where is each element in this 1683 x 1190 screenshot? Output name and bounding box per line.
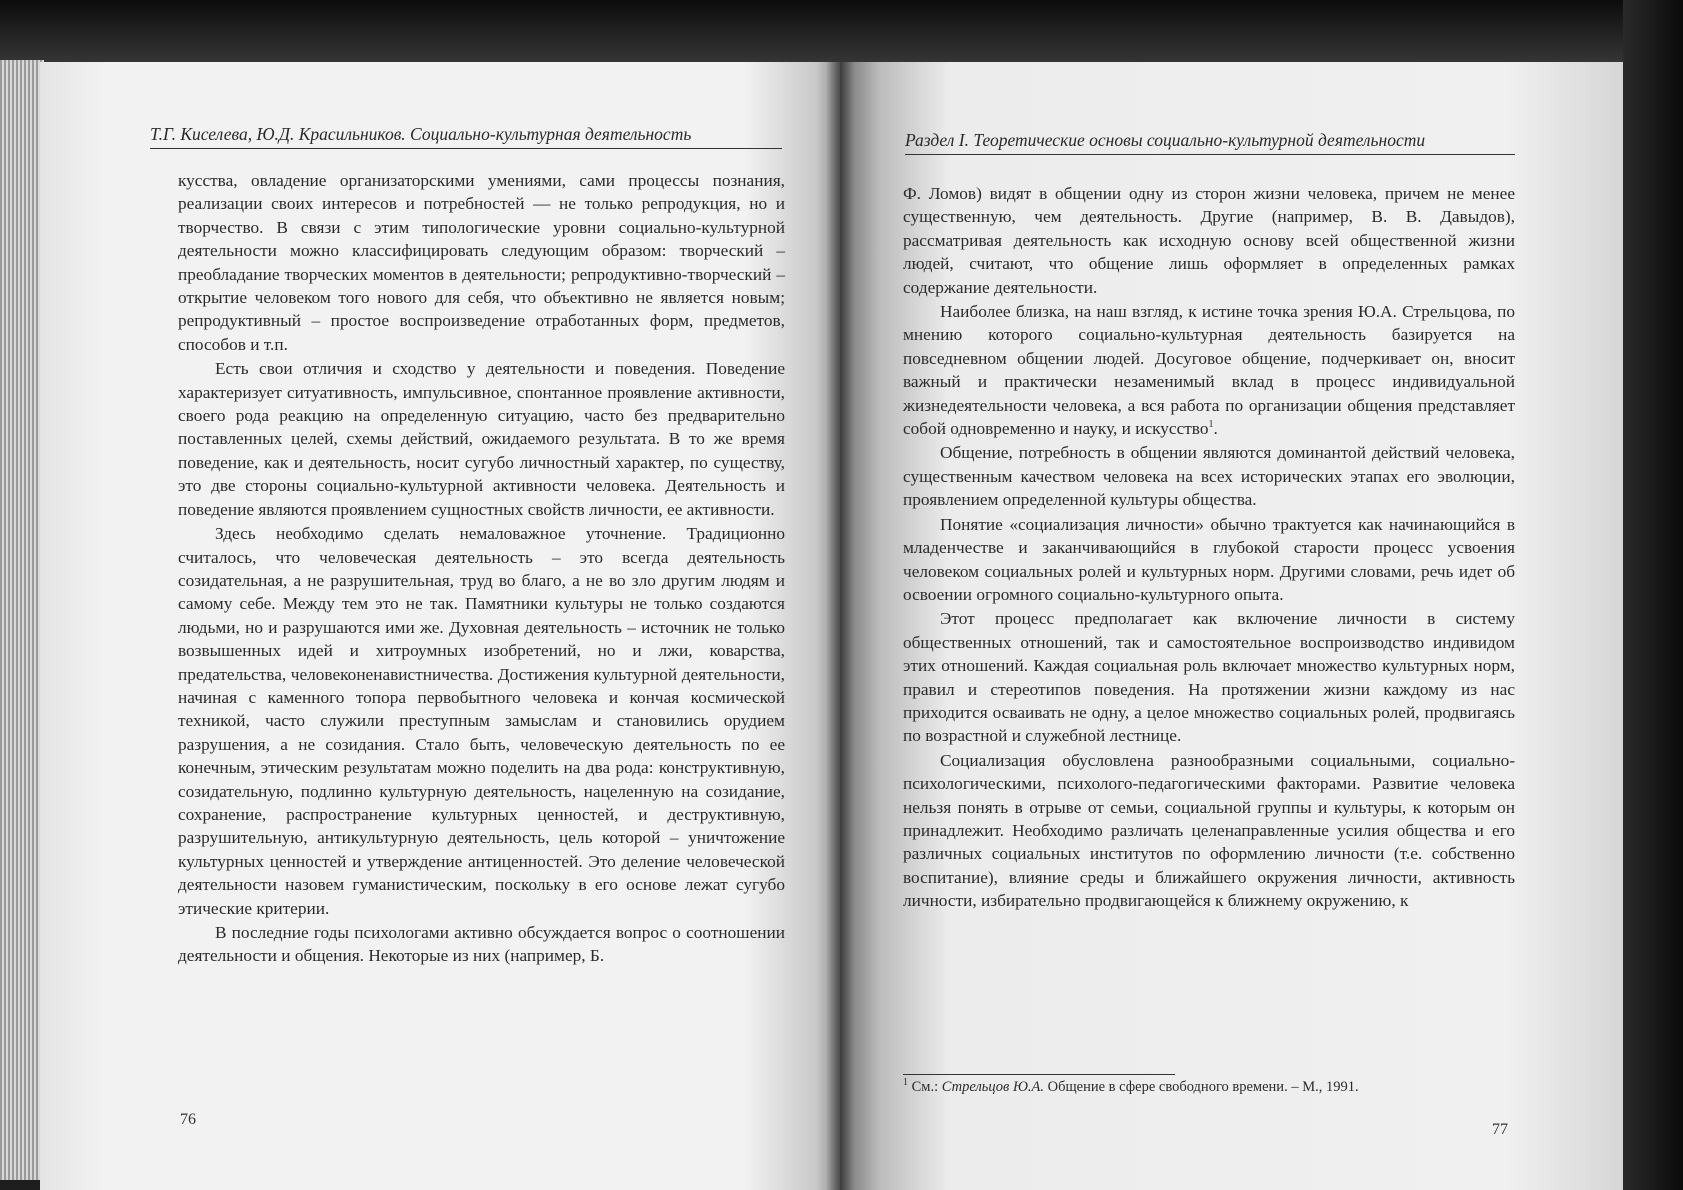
paragraph-end-punctuation: . [1213, 419, 1218, 439]
book-page-edges [0, 60, 44, 1180]
paragraph: Социализация обусловлена разнообразными социальными, социально-психологическими, психолого-педагогическими факторами. Развитие человека нельзя понять в отрыве от семьи, социальной группы и культуры, к которым он принадлежит. Необходимо различать целенаправленные усилия общества и его различных социальных институтов по оформлению личности (т.е. собственно воспитание), влияние среды и ближайшего окружения личности, активность личности, избирательно продвигающейся к ближнему окружению, к [903, 750, 1515, 911]
right-page-text [903, 182, 1515, 913]
scan-background-top [0, 0, 1683, 70]
scan-background-right [1623, 0, 1683, 1190]
footnote-number: 1 [903, 1077, 908, 1089]
paragraph: Здесь необходимо сделать немаловажное уточнение. Традиционно считалось, что человеческая деятельность – это всегда деятельность созидательная, а не разрушительная, труд во благо, а не во зло другим людям и самому себе. Между тем это не так. Памятники культуры не только создаются людьми, но и разрушаются ими же. Духовная деятельность – источник не только возвышенных идей и хитроумных изобретений, но и лжи, коварства, предательства, человеконенавистничества. Достижения культурной деятельности, начиная с каменного топора первобытного человека и кончая космической техникой, часто служили преступным замыслам и становились орудием разрушения, а не созидания. Стало быть, человеческую деятельность по ее конечным, этическим результатам можно поделить на два рода: конструктивную, созидательную, подлинно культурную деятельность, нацеленную на созидание, сохранение, распространение культурных ценностей, и деструктивную, разрушительную, антикультурную деятельность, цель которой – уничтожение культурных ценностей и утверждение антиценностей. Это деление человеческой деятельности назовем гуманистическим, поскольку в его основе лежат сугубо этические критерии. [178, 524, 785, 918]
paragraph: В последние годы психологами активно обсуждается вопрос о соотношении деятельности и общения. Некоторые из них (например, Б. [178, 923, 785, 966]
left-running-head: Т.Г. Киселева, Ю.Д. Красильников. Социально-культурная деятельность [150, 124, 782, 149]
footnote-text: Общение в сфере свободного времени. – М., 1991. [1044, 1079, 1359, 1095]
footnote [903, 1079, 1515, 1096]
left-page-text [178, 169, 785, 968]
right-running-head: Раздел I. Теоретические основы социально-культурной деятельности [905, 130, 1515, 155]
footnote-reference[interactable]: 1 [1208, 419, 1214, 431]
paragraph: Этот процесс предполагает как включение личности в систему общественных отношений, так и самостоятельное воспроизводство индивидом этих отношений. Каждая социальная роль включает множество культурных норм, правил и стереотипов поведения. На протяжении жизни каждому из нас приходится осваивать не одну, а целое множество социальных ролей, продвигаясь по возрастной и служебной лестнице. [903, 609, 1515, 746]
paragraph: Ф. Ломов) видят в общении одну из сторон жизни человека, причем не менее существенную, чем деятельность. Другие (например, В. В. Давыдов), рассматривая деятельность как исходную основу всей общественной жизни людей, считают, что общение лишь оформляет в определенных рамках содержание деятельности. [903, 184, 1515, 297]
paragraph: Общение, потребность в общении являются доминантой действий человека, существенным качеством человека на всех исторических этапах его эволюции, проявлением определенной культуры общества. [903, 443, 1515, 510]
paragraph: Есть свои отличия и сходство у деятельности и поведения. Поведение характеризует ситуативность, импульсивное, спонтанное проявление активности, своего рода реакцию на определенную ситуацию, часто без предварительно поставленных целей, схемы действий, ожидаемого результата. В то же время поведение, как и деятельность, носит сугубо личностный характер, по существу, это две стороны социально-культурной активности человека. Деятельность и поведение являются проявлением сущностных свойств личности, ее активности. [178, 359, 785, 519]
footnote-prefix: См.: [908, 1079, 942, 1095]
footnote-author: Стрельцов Ю.А. [941, 1079, 1045, 1095]
book-gutter [826, 62, 854, 1190]
paragraph: кусства, овладение организаторскими умениями, сами процессы познания, реализации своих интересов и потребностей — не только репродукция, но и творчество. В связи с этим типологические уровни социально-культурной деятельности можно классифицировать следующим образом: творческий – преобладание творческих моментов в деятельности; репродуктивно-творческий – открытие человеком того нового для себя, что объективно не является новым; репродуктивный – простое воспроизведение отработанных форм, предметов, способов и т.п. [178, 171, 785, 354]
footnote-divider [903, 1074, 1175, 1075]
paragraph: Понятие «социализация личности» обычно трактуется как начинающийся в младенчестве и заканчивающийся в глубокой старости процесс усвоения человеком социальных ролей и культурных норм. Другими словами, речь идет об освоении огромного социально-культурного опыта. [903, 514, 1515, 604]
right-page-number: 77 [1492, 1121, 1508, 1138]
left-page-number: 76 [180, 1111, 196, 1128]
paragraph-text: Наиболее близка, на наш взгляд, к истине точка зрения Ю.А. Стрельцова, по мнению которого социально-культурная деятельность базируется на повседневном общении людей. Досуговое общение, подчеркивает он, вносит важный и практически незаменимый вклад в процесс индивидуальной жизнедеятельности человека, а вся работа по организации общения представляет собой одновременно и науку, и искусство [903, 302, 1515, 439]
paragraph-with-footnote [903, 300, 1515, 440]
